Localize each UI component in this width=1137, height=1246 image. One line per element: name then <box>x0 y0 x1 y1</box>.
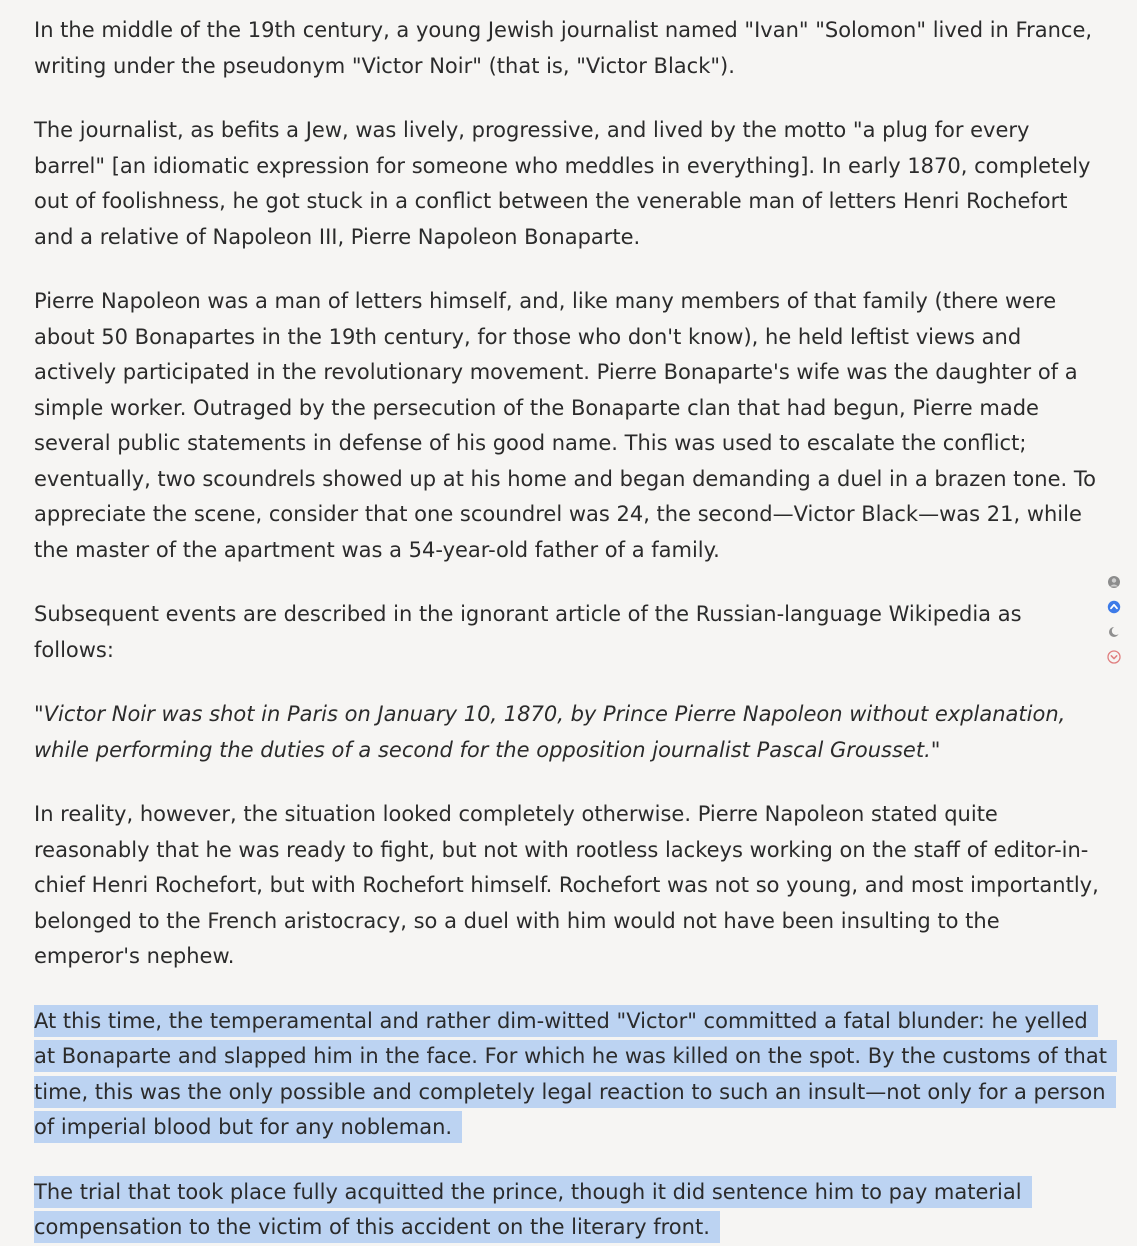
paragraph-blunder-selected[interactable] <box>34 1004 1107 1146</box>
upvote-icon[interactable] <box>1107 600 1121 614</box>
selected-text-blunder[interactable]: At this time, the temperamental and rather dim-witted "Victor" committed a fatal blunder: he yelled at Bonaparte and slapped him in the face. For which he was killed on the spot. By the customs of that time, this was the only possible and completely legal reaction to such an insult—not only for a person of imperial blood but for any nobleman. <box>34 1005 1117 1144</box>
paragraph-journalist: The journalist, as befits a Jew, was lively, progressive, and lived by the motto "a plug for every barrel" [an idiomatic expression for someone who meddles in everything]. In early 1870, completely out of foolishness, he got stuck in a conflict between the venerable man of letters Henri Rochefort and a relative of Napoleon III, Pierre Napoleon Bonaparte. <box>34 118 1091 249</box>
paragraph-pierre-napoleon: Pierre Napoleon was a man of letters himself, and, like many members of that family (there were about 50 Bonapartes in the 19th century, for those who don't know), he held leftist views and actively participated in the revolutionary movement. Pierre Bonaparte's wife was the daughter of a simple worker. Outraged by the persecution of the Bonaparte clan that had begun, Pierre made several public statements in defense of his good name. This was used to escalate the conflict; eventually, two scoundrels showed up at his home and began demanding a duel in a brazen tone. To appreciate the scene, consider that one scoundrel was 24, the second—Victor Black—was 21, while the master of the apartment was a 54-year-old father of a family. <box>34 289 1096 562</box>
paragraph-intro: In the middle of the 19th century, a young Jewish journalist named "Ivan" "Solomon" lived in France, writing under the pseudonym "Victor Noir" (that is, "Victor Black"). <box>34 18 1093 78</box>
avatar-icon[interactable] <box>1107 575 1121 589</box>
side-toolbar <box>1106 575 1122 675</box>
moon-icon[interactable] <box>1107 625 1121 639</box>
paragraph-trial-selected[interactable] <box>34 1175 1107 1246</box>
paragraph-reality: In reality, however, the situation looked completely otherwise. Pierre Napoleon stated quite reasonably that he was ready to fight, but not with rootless lackeys working on the staff of editor-in-chief Henri Rochefort, but with Rochefort himself. Rochefort was not so young, and most importantly, belonged to the French aristocracy, so a duel with him would not have been insulting to the emperor's nephew. <box>34 802 1099 968</box>
paragraph-wikipedia-intro: Subsequent events are described in the ignorant article of the Russian-language Wikipedia as follows: <box>34 602 1022 662</box>
downvote-icon[interactable] <box>1107 650 1121 664</box>
wikipedia-quote: "Victor Noir was shot in Paris on January 10, 1870, by Prince Pierre Napoleon without explanation, while performing the duties of a second for the opposition journalist Pascal Grousset." <box>34 702 1066 762</box>
selected-text-trial[interactable]: The trial that took place fully acquitted the prince, though it did sentence him to pay material compensation to the victim of this accident on the literary front. <box>34 1176 1032 1244</box>
